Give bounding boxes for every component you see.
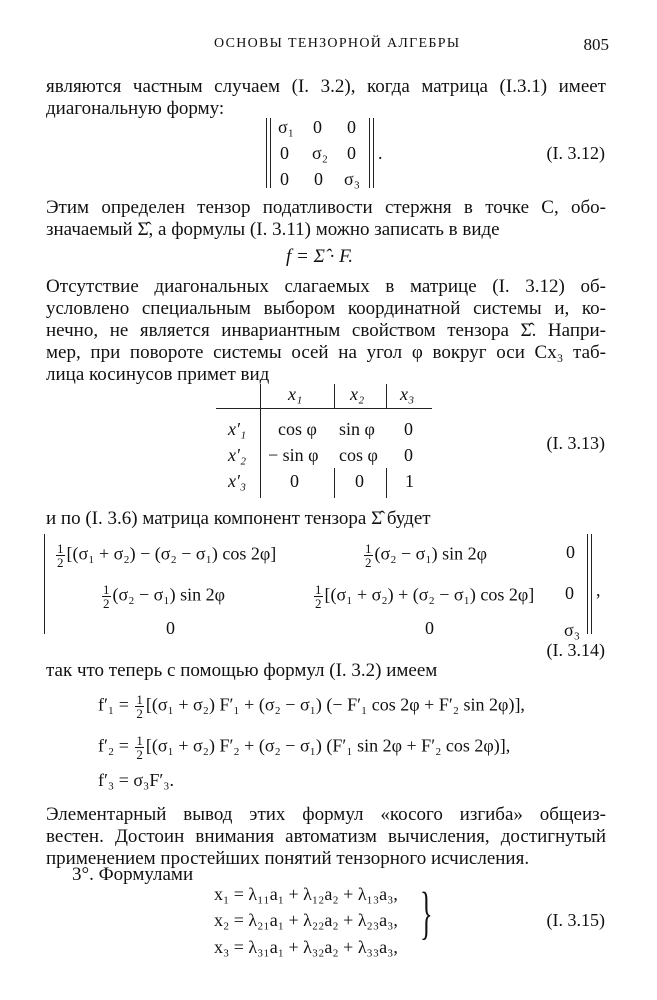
text-line: мер, при повороте системы осей на угол φ вокруг оси Cx₃ таб- xyxy=(46,342,606,363)
table-row-label: x′₃ xyxy=(228,471,247,491)
table-cell: 1 xyxy=(405,471,414,491)
text-line: так что теперь с помощью формул (I. 3.2) имеем xyxy=(46,660,438,681)
equation-line: f′₃ = σ₃F′₃. xyxy=(98,770,175,790)
text-line: и по (I. 3.6) матрица компонент тензора Σ̂ будет xyxy=(46,508,431,529)
table-header: x₂ xyxy=(350,384,365,404)
equation-line: x₁ = λ₁₁a₁ + λ₁₂a₂ + λ₁₃a₃, xyxy=(214,884,398,904)
equation-number: (I. 3.13) xyxy=(546,433,605,453)
text-line: 3°. Формулами xyxy=(72,864,194,885)
page-header xyxy=(0,32,657,58)
matrix-cell: 0 xyxy=(425,618,434,638)
right-brace: } xyxy=(420,880,433,945)
equation-line: x₃ = λ₃₁a₁ + λ₃₂a₂ + λ₃₃a₃, xyxy=(214,937,398,957)
text-line: вестен. Достоин внимания автоматизм вычисления, достигнутый xyxy=(46,826,606,847)
text-line: являются частным случаем (I. 3.2), когда матрица (I.3.1) имеет xyxy=(46,76,606,97)
matrix-cell: σ₁ xyxy=(278,117,294,137)
table-cell: cos φ xyxy=(339,445,378,465)
text-line: Элементарный вывод этих формул «косого изгиба» общеиз- xyxy=(46,804,606,825)
matrix-cell: 0 xyxy=(280,169,289,189)
matrix-cell: 0 xyxy=(565,583,574,603)
text-line: диагональную форму: xyxy=(46,98,225,119)
matrix-cell: $\frac{1}{2}$ (σ₂ − σ₁) sin 2φ xyxy=(365,541,487,570)
equation-number: (I. 3.15) xyxy=(546,910,605,930)
table-row-label: x′₂ xyxy=(228,445,247,465)
matrix-cell: σ₃ xyxy=(564,620,580,640)
matrix-cell: $\frac{1}{2}$ [(σ₁ + σ₂) + (σ₂ − σ₁) cos 2φ] xyxy=(315,582,535,611)
equation-line: x₂ = λ₂₁a₁ + λ₂₂a₂ + λ₂₃a₃, xyxy=(214,910,398,930)
table-header: x₁ xyxy=(288,384,303,404)
matrix-cell: 0 xyxy=(166,618,175,638)
matrix-cell: 0 xyxy=(347,117,356,137)
text-line: условлено специальным выбором координатной системы и, ко- xyxy=(46,298,606,319)
equation-number: (I. 3.14) xyxy=(546,640,605,660)
text-line: применением простейших понятий тензорного исчисления. xyxy=(46,848,530,869)
matrix-cell: σ₂ xyxy=(312,143,328,163)
table-header: x₃ xyxy=(400,384,415,404)
text-line: Отсутствие диагональных слагаемых в матрице (I. 3.12) об- xyxy=(46,276,606,297)
matrix-trail: . xyxy=(378,143,383,163)
text-line: нечно, не является инвариантным свойством тензора Σ̂. Напри- xyxy=(46,320,606,341)
table-cell: cos φ xyxy=(278,419,317,439)
table-cell: − sin φ xyxy=(268,445,319,465)
matrix-cell: $\frac{1}{2}$ (σ₂ − σ₁) sin 2φ xyxy=(103,582,225,611)
page-number: 805 xyxy=(583,35,609,54)
matrix-cell: 0 xyxy=(313,117,322,137)
text-line: значаемый Σ̂, а формулы (I. 3.11) можно записать в виде xyxy=(46,219,500,240)
table-cell: 0 xyxy=(355,471,364,491)
equation-number: (I. 3.12) xyxy=(546,143,605,163)
table-cell: sin φ xyxy=(339,419,375,439)
text-line: Этим определен тензор податливости стержня в точке C, обо- xyxy=(46,197,606,218)
matrix-cell: 0 xyxy=(314,169,323,189)
matrix-cell: 0 xyxy=(347,143,356,163)
matrix-trail: , xyxy=(596,580,601,600)
table-cell: 0 xyxy=(404,445,413,465)
table-cell: 0 xyxy=(404,419,413,439)
equation-line: f′₁ = $\frac{1}{2}$ [(σ₁ + σ₂) F′₁ + (σ₂ − σ₁) (− F′₁ cos 2φ + F′₂ sin 2φ)], xyxy=(98,692,525,721)
matrix-cell: 0 xyxy=(280,143,289,163)
matrix-cell: σ₃ xyxy=(344,169,360,189)
matrix-cell: $\frac{1}{2}$ [(σ₁ + σ₂) − (σ₂ − σ₁) cos 2φ] xyxy=(57,541,277,570)
table-cell: 0 xyxy=(290,471,299,491)
inline-equation: f = Σ̂ · F. xyxy=(286,246,354,267)
text-line: лица косинусов примет вид xyxy=(46,364,270,385)
matrix-cell: 0 xyxy=(566,542,575,562)
equation-line: f′₂ = $\frac{1}{2}$ [(σ₁ + σ₂) F′₂ + (σ₂ − σ₁) (F′₁ sin 2φ + F′₂ cos 2φ)], xyxy=(98,733,511,762)
table-row-label: x′₁ xyxy=(228,419,247,439)
running-title: ОСНОВЫ ТЕНЗОРНОЙ АЛГЕБРЫ xyxy=(214,36,461,51)
